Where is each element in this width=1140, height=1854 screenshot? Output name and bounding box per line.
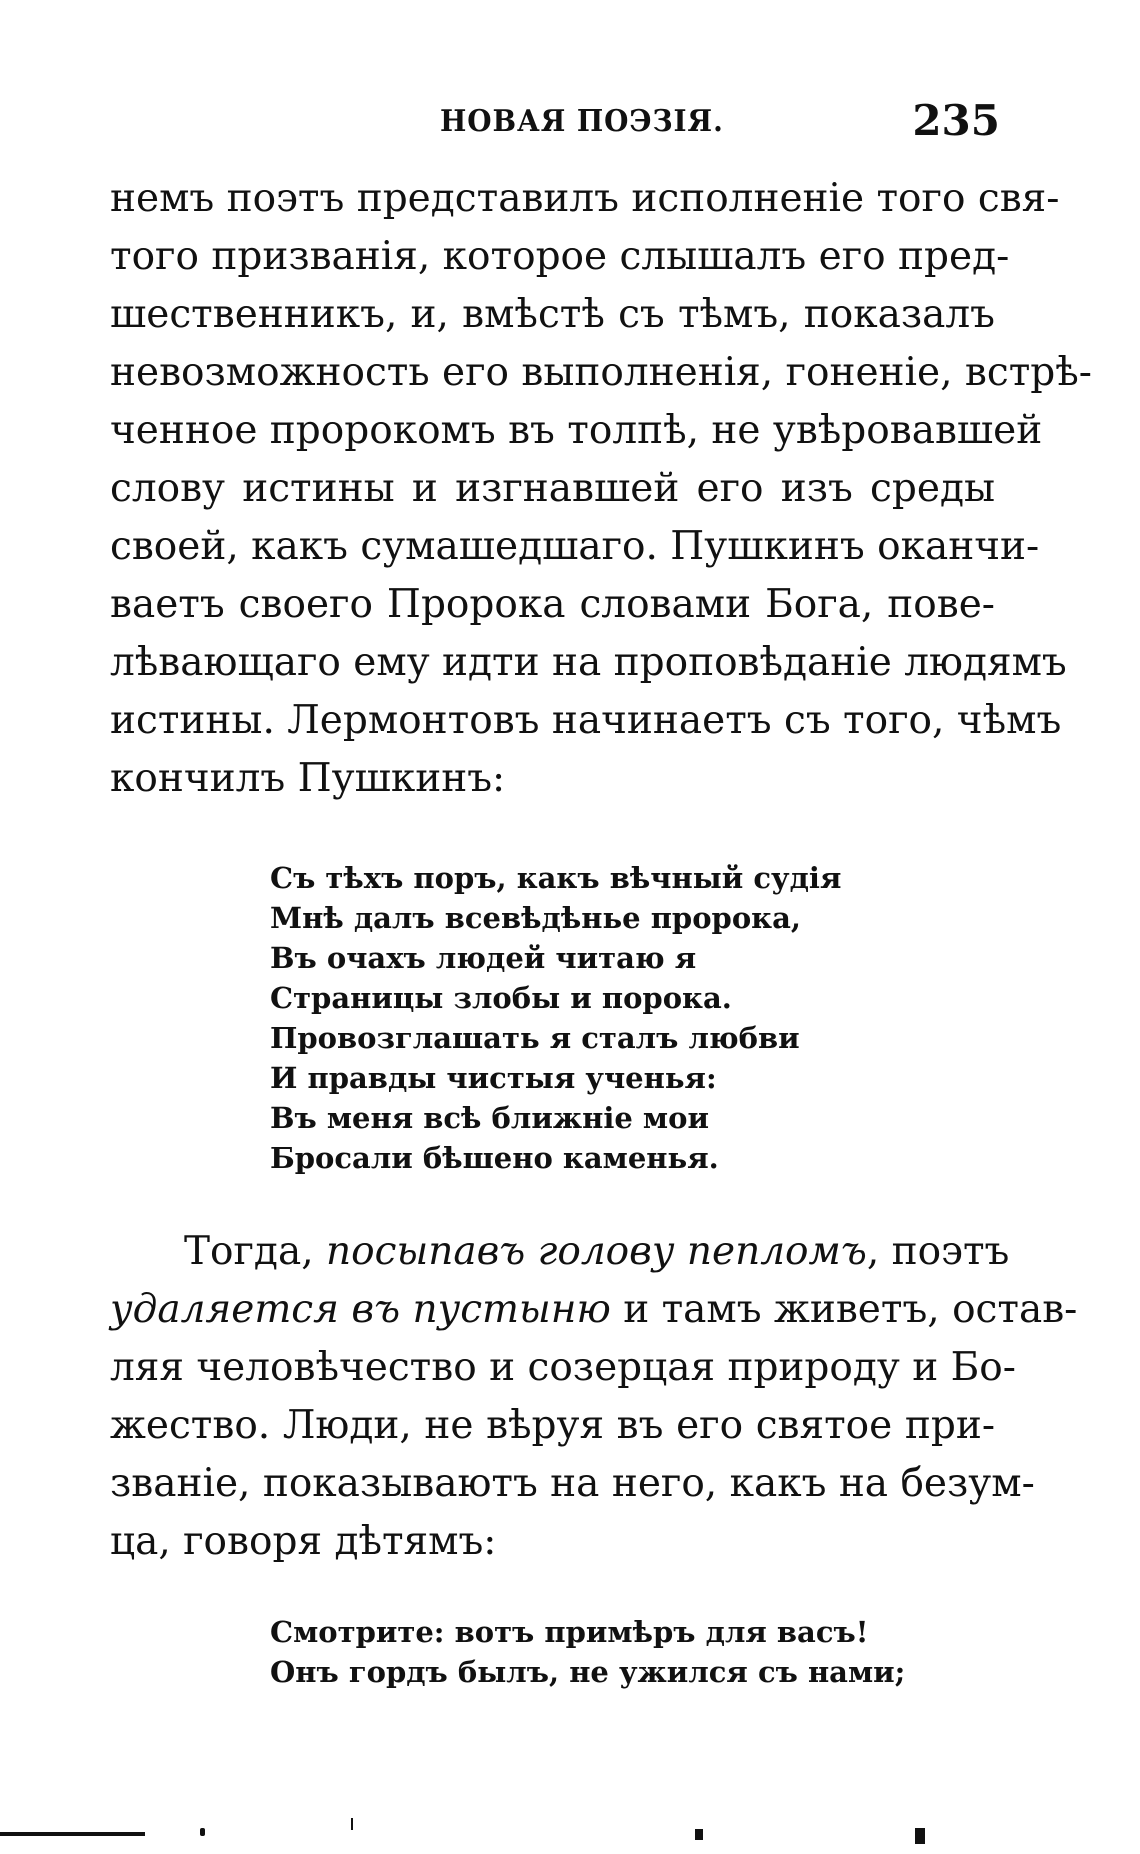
paragraph-2: [110, 1223, 1078, 1571]
paragraph-line: своей, какъ сумашедшаго. Пушкинъ оканчи-: [110, 524, 1040, 569]
paragraph-text: , поэтъ: [866, 1229, 1010, 1274]
paragraph-line-with-emphasis: [110, 1281, 1078, 1339]
verse-line: Въ очахъ людей читаю я: [270, 941, 697, 975]
paragraph-text: Тогда,: [184, 1229, 314, 1274]
footer-rule: [0, 1832, 145, 1836]
verse-line: Въ меня всѣ ближніе мои: [270, 1101, 709, 1135]
verse-line: Съ тѣхъ поръ, какъ вѣчный судія: [270, 861, 842, 895]
paragraph-line: ца, говоря дѣтямъ:: [110, 1519, 497, 1564]
verse-line: Мнѣ далъ всевѣдѣнье пророка,: [270, 901, 801, 935]
paragraph-line-with-emphasis: [110, 1223, 1010, 1281]
italic-emphasis: посыпавъ голову пепломъ: [326, 1229, 867, 1274]
verse-quote-1: [270, 858, 880, 1178]
verse-line: Бросали бѣшено каменья.: [270, 1141, 719, 1175]
paragraph-line: слову истины и изгнавшей его изъ среды: [110, 466, 995, 511]
running-header-title: НОВАЯ ПОЭЗІЯ.: [440, 104, 724, 139]
paragraph-line: немъ поэтъ представилъ исполненіе того свя-: [110, 176, 1060, 221]
paragraph-line: невозможность его выполненія, гоненіе, встрѣ-: [110, 350, 1092, 395]
paragraph-line: ваетъ своего Пророка словами Бога, пове-: [110, 582, 995, 627]
italic-emphasis: удаляется въ пустыню: [110, 1287, 611, 1332]
paragraph-line: жество. Люди, не вѣруя въ его святое при-: [110, 1403, 995, 1448]
paragraph-line: лѣвающаго ему идти на проповѣданіе людямъ: [110, 640, 1067, 685]
verse-quote-2: [270, 1612, 906, 1692]
print-mark: [351, 1818, 353, 1830]
verse-line: Страницы злобы и порока.: [270, 981, 732, 1015]
paragraph-line: шественникъ, и, вмѣстѣ съ тѣмъ, показалъ: [110, 292, 995, 337]
verse-line: Смотрите: вотъ примѣръ для васъ!: [270, 1615, 869, 1649]
print-mark: [200, 1828, 205, 1836]
paragraph-1: [110, 170, 1092, 808]
print-mark: [695, 1829, 703, 1840]
paragraph-line: ченное пророкомъ въ толпѣ, не увѣровавшей: [110, 408, 1043, 453]
page-number: 235: [912, 96, 1000, 145]
paragraph-line: кончилъ Пушкинъ:: [110, 756, 506, 801]
paragraph-line: ляя человѣчество и созерцая природу и Бо-: [110, 1345, 1016, 1390]
paragraph-line: того призванія, которое слышалъ его пред-: [110, 234, 1010, 279]
print-mark: [915, 1828, 925, 1844]
paragraph-line: истины. Лермонтовъ начинаетъ съ того, чѣмъ: [110, 698, 1062, 743]
verse-line: И правды чистыя ученья:: [270, 1061, 717, 1095]
verse-line: Провозглашать я сталъ любви: [270, 1021, 800, 1055]
verse-line: Онъ гордъ былъ, не ужился съ нами;: [270, 1655, 906, 1689]
paragraph-line: званіе, показываютъ на него, какъ на безум-: [110, 1461, 1035, 1506]
paragraph-text: и тамъ живетъ, остав-: [623, 1287, 1078, 1332]
